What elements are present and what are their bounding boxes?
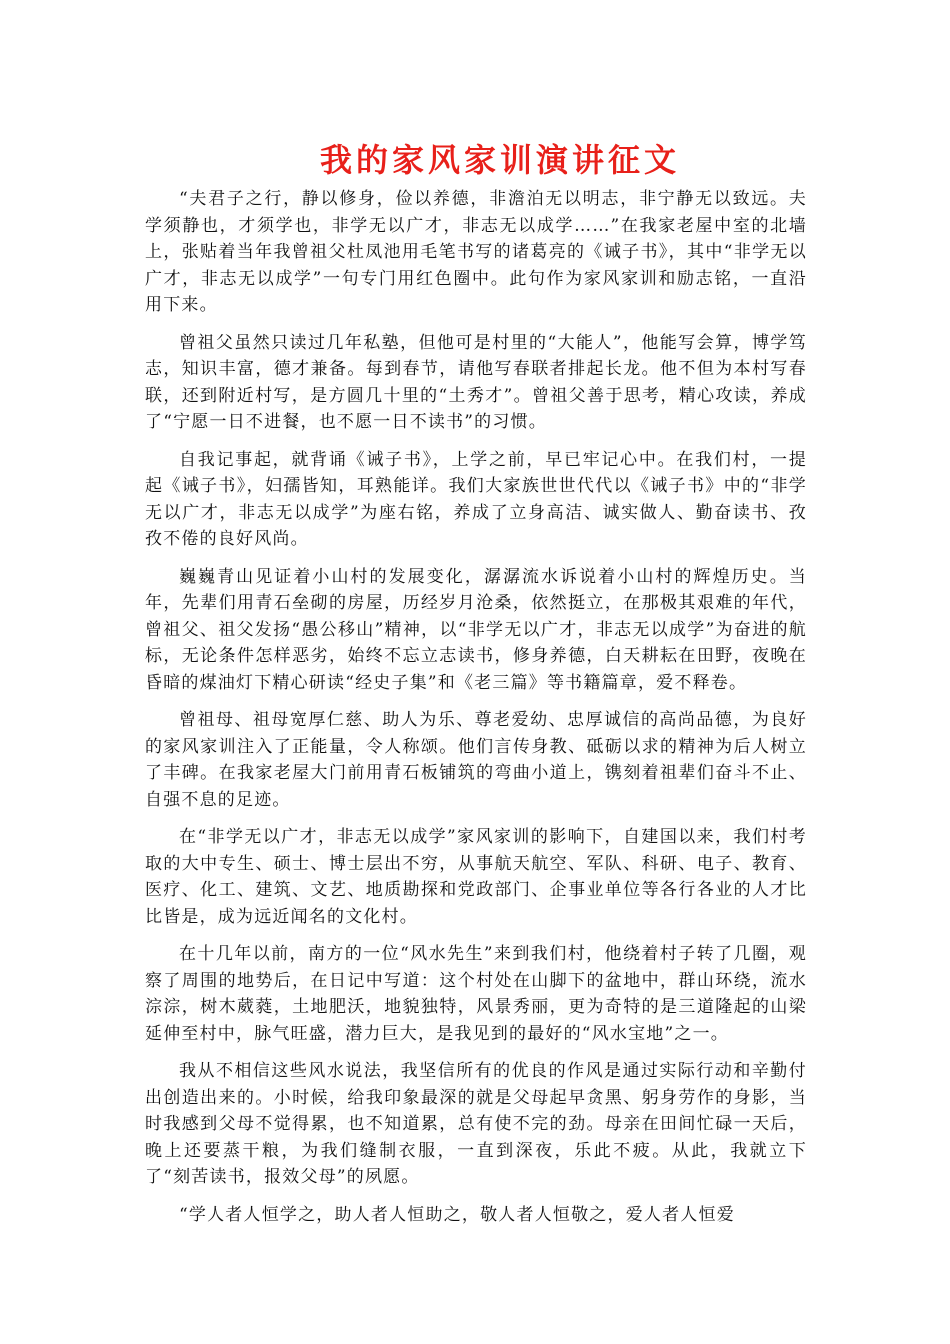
paragraph-2: 曾祖父虽然只读过几年私塾，但他可是村里的“大能人”，他能写会算，博学笃志，知识丰富，德才兼备。每到春节，请他写春联者排起长龙。他不但为本村写春联，还到附近村写，是方圆几十里的“土秀才”。曾祖父善于思考，精心攻读，养成了“宁愿一日不进餐，也不愿一日不读书”的习惯。 <box>145 332 807 432</box>
paragraph-3: 自我记事起，就背诵《诫子书》，上学之前，早已牢记心中。在我们村，一提起《诫子书》，妇孺皆知，耳熟能详。我们大家族世世代代以《诫子书》中的“非学无以广才，非志无以成学”为座右铭，养成了立身高洁、诚实做人、勤奋读书、孜孜不倦的良好风尚。 <box>145 449 807 549</box>
paragraph-1: “夫君子之行，静以修身，俭以养德，非澹泊无以明志，非宁静无以致远。夫学须静也，才须学也，非学无以广才，非志无以成学……”在我家老屋中室的北墙上，张贴着当年我曾祖父杜凤池用毛笔书写的诸葛亮的《诫子书》，其中“非学无以广才，非志无以成学”一句专门用红色圈中。此句作为家风家训和励志铭，一直沿用下来。 <box>145 189 807 315</box>
paragraph-4: 巍巍青山见证着小山村的发展变化，潺潺流水诉说着小山村的辉煌历史。当年，先辈们用青石垒砌的房屋，历经岁月沧桑，依然挺立，在那极其艰难的年代，曾祖父、祖父发扬“愚公移山”精神，以“非学无以广才，非志无以成学”为奋进的航标，无论条件怎样恶劣，始终不忘立志读书，修身养德，白天耕耘在田野，夜晚在昏暗的煤油灯下精心研读“经史子集”和《老三篇》等书籍篇章，爱不释卷。 <box>145 566 807 693</box>
document-body <box>145 186 807 1239</box>
document-title: 我的家风家训演讲征文 <box>319 141 680 179</box>
paragraph-8: 我从不相信这些风水说法，我坚信所有的优良的作风是通过实际行动和辛勤付出创造出来的。小时候，给我印象最深的就是父母起早贪黑、躬身劳作的身影，当时我感到父母不觉得累，也不知道累，总有使不完的劲。母亲在田间忙碌一天后，晚上还要蒸干粮，为我们缝制衣服，一直到深夜，乐此不疲。从此，我就立下了“刻苦读书，报效父母”的夙愿。 <box>145 1061 807 1187</box>
paragraph-5: 曾祖母、祖母宽厚仁慈、助人为乐、尊老爱幼、忠厚诚信的高尚品德，为良好的家风家训注入了正能量，令人称颂。他们言传身教、砥砺以求的精神为后人树立了丰碑。在我家老屋大门前用青石板铺筑的弯曲小道上，镌刻着祖辈们奋斗不止、自强不息的足迹。 <box>145 710 807 810</box>
paragraph-7: 在十几年以前，南方的一位“风水先生”来到我们村，他绕着村子转了几圈，观察了周围的地势后，在日记中写道：这个村处在山脚下的盆地中，群山环绕，流水淙淙，树木葳蕤，土地肥沃，地貌独特，风景秀丽，更为奇特的是三道隆起的山梁延伸至村中，脉气旺盛，潜力巨大，是我见到的最好的“风水宝地”之一。 <box>145 944 807 1044</box>
paragraph-9: “学人者人恒学之，助人者人恒助之，敬人者人恒敬之，爱人者人恒爱 <box>179 1204 735 1225</box>
paragraph-6: 在“非学无以广才，非志无以成学”家风家训的影响下，自建国以来，我们村考取的大中专生、硕士、博士层出不穷，从事航天航空、军队、科研、电子、教育、医疗、化工、建筑、文艺、地质勘探和党政部门、企事业单位等各行各业的人才比比皆是，成为远近闻名的文化村。 <box>145 827 807 927</box>
